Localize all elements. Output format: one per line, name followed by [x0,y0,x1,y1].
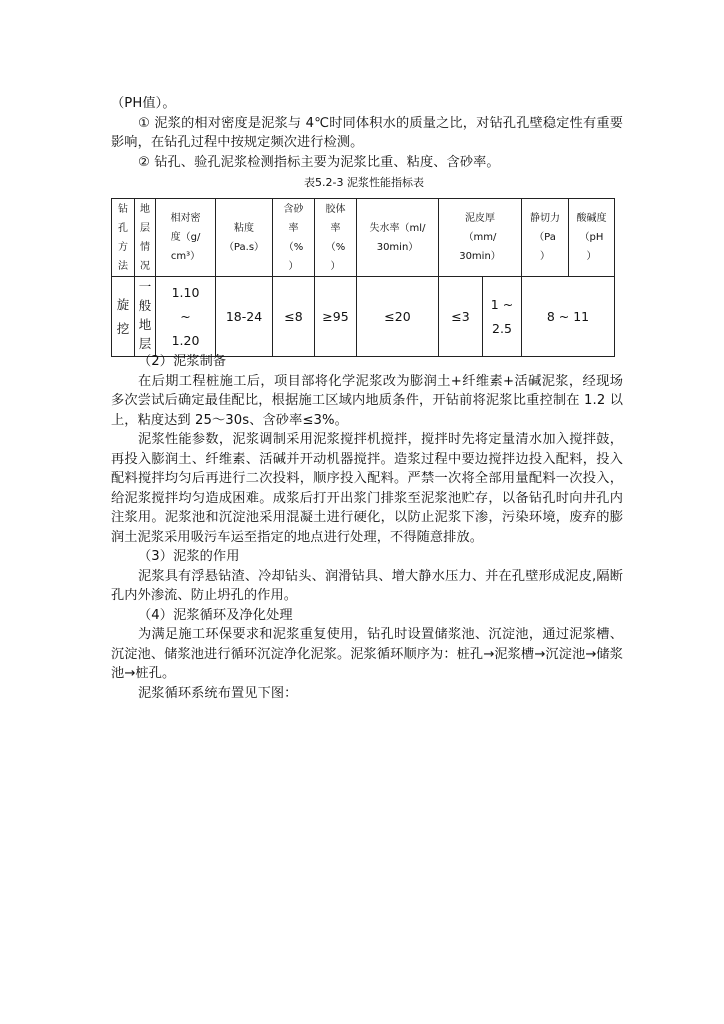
cell-mud-cake-a: ≤3 [439,277,483,357]
header-mud-cake: 泥皮厚 （mm/ 30min） [439,199,522,277]
section-3-paragraph-1: 泥浆具有浮悬钻渣、冷却钻头、润滑钻具、增大静水压力、并在孔壁形成泥皮,隔断孔内外渗流、防止坍孔的作用。 [111,568,623,603]
section-2-title: （2）泥浆制备 [138,354,227,369]
section-3-title: （3）泥浆的作用 [138,549,240,564]
header-shear: 静切力 （Pa ） [522,199,569,277]
cell-sand: ≤8 [273,277,315,357]
item-1-paragraph: ① 泥浆的相对密度是泥浆与 4℃时同体积水的质量之比，对钻孔孔壁稳定性有重要影响，在钻孔过程中按规定频次进行检测。 [111,115,623,150]
table-caption: 表5.2-3 泥浆性能指标表 [304,176,424,189]
header-method: 钻 孔 方 法 [112,199,135,277]
header-ph: 酸碱度 （pH ） [569,199,615,277]
ph-line: （PH值）。 [111,96,176,111]
section-4-paragraph-2: 泥浆循环系统布置见下图： [138,685,298,701]
intro-block [111,94,623,172]
header-viscosity: 粘度 （Pa.s） [216,199,273,277]
table-header-row [112,199,615,277]
body-text [111,352,623,703]
section-4-paragraph-1: 为满足施工环保要求和泥浆重复使用，钻孔时设置储浆池、沉淀池，通过泥浆槽、沉淀池、储浆池进行循环沉淀净化泥浆。泥浆循环顺序为：桩孔→泥浆槽→沉淀池→储浆池→桩孔。 [111,627,623,681]
mud-properties-table [111,198,615,357]
header-water-loss: 失水率（ml/ 30min） [357,199,439,277]
item-2-paragraph: ② 钻孔、验孔泥浆检测指标主要为泥浆比重、粘度、含砂率。 [138,154,500,170]
cell-density: 1.10 ~ 1.20 [156,277,216,357]
header-strata: 地 层 情 况 [135,199,156,277]
cell-colloid: ≥95 [315,277,357,357]
cell-viscosity: 18-24 [216,277,273,357]
section-2-paragraph-1: 在后期工程桩施工后，项目部将化学泥浆改为膨润土+纤维素+活碱泥浆，经现场多次尝试后确定最佳配比，根据施工区域内地质条件，开钻前将泥浆比重控制在 1.2 以上，粘度达到 25～30s、含砂率≤3%。 [111,373,623,428]
header-sand: 含砂 率 （% ） [273,199,315,277]
header-colloid: 胶体 率 （% ） [315,199,357,277]
cell-water-loss: ≤20 [357,277,439,357]
header-density: 相对密 度（g/ cm³） [156,199,216,277]
section-4-title: （4）泥浆循环及净化处理 [138,607,293,623]
cell-ph: 8 ~ 11 [522,277,615,357]
cell-mud-cake-b: 1 ~ 2.5 [483,277,522,357]
cell-strata: 一 般 地 层 [135,277,156,357]
table-row [112,277,615,357]
cell-method: 旋 挖 [112,277,135,357]
section-2-paragraph-2: 泥浆性能参数，泥浆调制采用泥浆搅拌机搅拌，搅拌时先将定量清水加入搅拌鼓，再投入膨润土、纤维素、活碱并开动机器搅拌。造浆过程中要边搅拌边投入配料，投入配料搅拌均匀后再进行二次投料，顺序投入配料。严禁一次将全部用量配料一次投入，给泥浆搅拌均匀造成困难。成浆后打开出浆门排浆至泥浆池贮存，以备钻孔时向井孔内注浆用。泥浆池和沉淀池采用混凝土进行硬化，以防止泥浆下渗，污染环境，废弃的膨润土泥浆采用吸污车运至指定的地点进行处理，不得随意排放。 [111,432,623,545]
